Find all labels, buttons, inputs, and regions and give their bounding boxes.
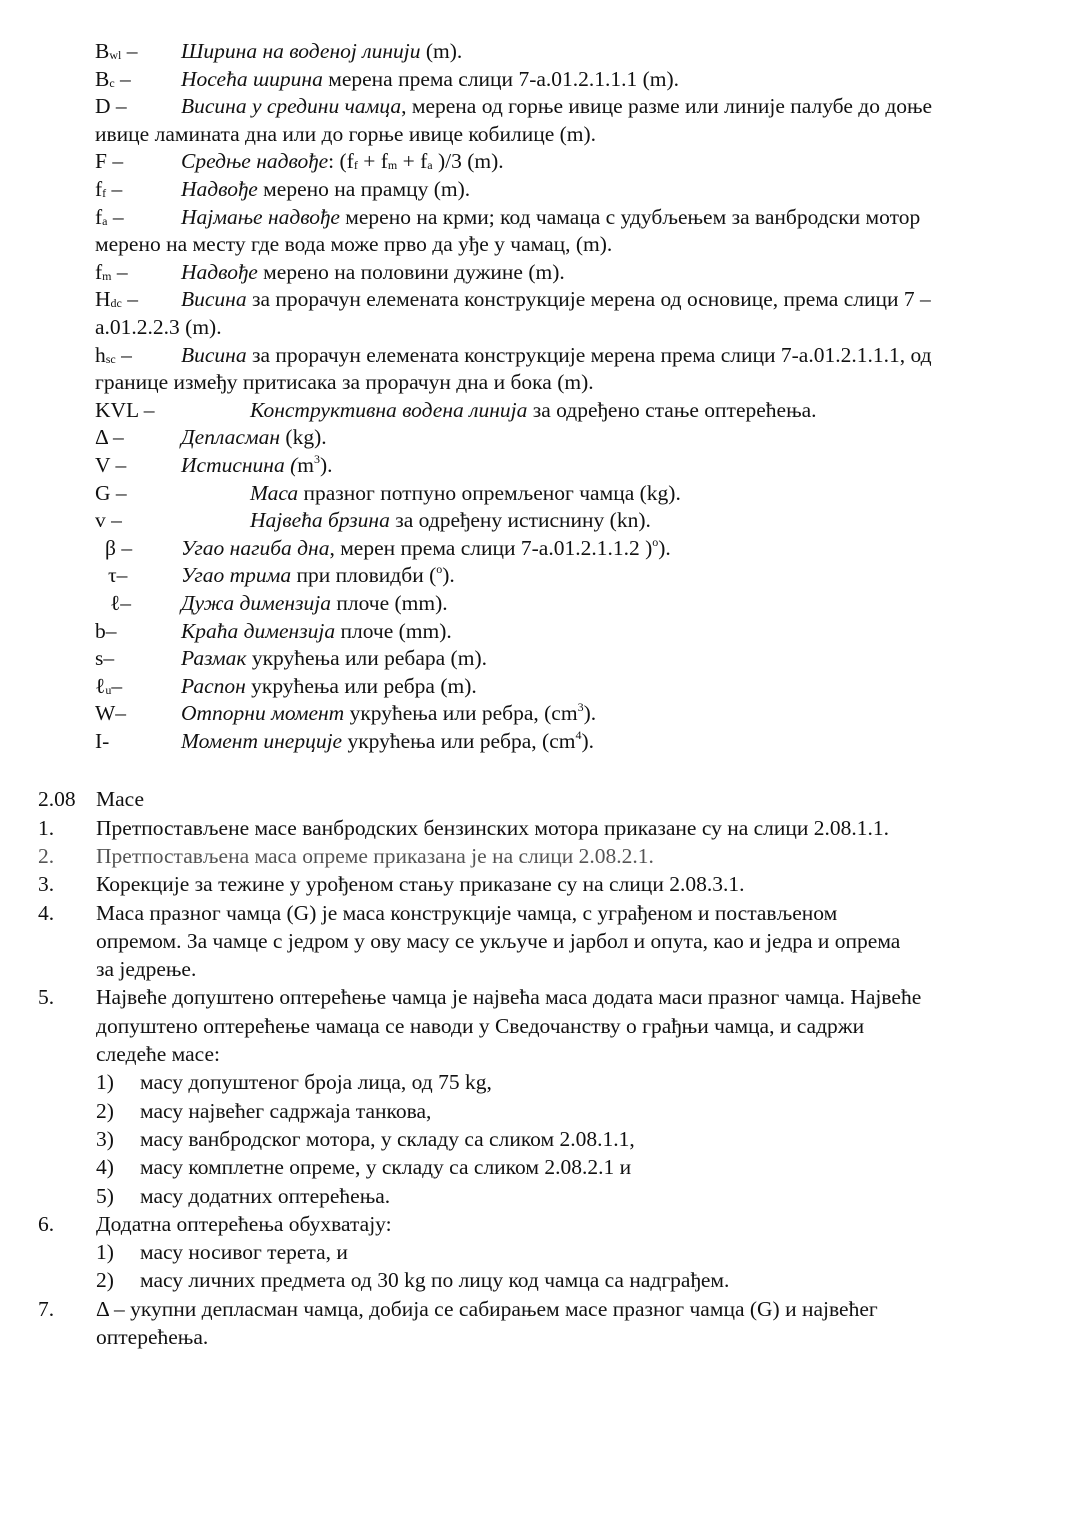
list-item-text: следеће масе:	[96, 1042, 221, 1066]
definition-rest: m	[297, 453, 314, 477]
definition-text	[181, 673, 477, 700]
definition-rest-end: ).	[658, 535, 671, 560]
definition-rest: , мерена од горње ивице разме или линије палубе до доње	[401, 94, 933, 119]
symbol-dash: –	[121, 39, 138, 63]
definition-rest-end: ).	[583, 701, 597, 726]
definition-text	[181, 259, 565, 286]
symbol-text: v –	[95, 508, 122, 533]
definition-term: Висина	[181, 342, 247, 367]
list-item-text: допуштено оптерећење чамаца се наводи у Сведочанству о грађњи чамца, и садржи	[96, 1013, 865, 1038]
definition-rest: , мерен према слици 7-а.01.2.1.1.2 )	[329, 535, 653, 560]
sublist-text: масу ванбродског мотора, у складу са сликом 2.08.1.1,	[140, 1126, 635, 1151]
list-item-text: Додатна оптерећења обухватају:	[96, 1211, 392, 1236]
symbol-dash: –	[121, 287, 138, 312]
list-number: 7.	[38, 1296, 55, 1321]
definition-symbol	[95, 700, 126, 727]
list-number: 1.	[38, 815, 55, 840]
symbol-dash: –	[106, 177, 123, 201]
definition-text	[181, 286, 931, 313]
definition-symbol	[95, 397, 155, 424]
definition-symbol	[95, 728, 109, 755]
definition-term: Средње надвође	[181, 149, 329, 174]
superscript: 4	[575, 728, 582, 742]
section-heading	[38, 786, 145, 813]
symbol-text: ℓ–	[110, 591, 132, 615]
definition-term: Најмање надвође	[181, 204, 340, 229]
symbol-subscript: c	[109, 75, 115, 90]
sublist-number: 4)	[96, 1155, 114, 1180]
sublist-text: масу комплетне опреме, у складу са сликом 2.08.2.1 и	[140, 1155, 632, 1180]
definition-continuation: границе између притисака за прорачун дна и бока (m).	[95, 370, 594, 395]
sublist-text: масу допуштеног броја лица, од 75 kg,	[140, 1070, 492, 1095]
definition-symbol	[95, 176, 122, 203]
definition-continuation: а.01.2.2.3 (m).	[95, 315, 222, 339]
definition-rest: при пловидби (	[291, 563, 437, 588]
definition-term: Висина у средини чамца	[181, 94, 402, 119]
definition-symbol	[95, 148, 123, 175]
definition-term: Краћа димензија	[181, 618, 336, 643]
definition-symbol	[95, 66, 131, 93]
symbol-text: f	[95, 204, 103, 229]
definition-text: Средње надвође: ($f_f + f_m + f_a$ )/3 (m).	[181, 149, 504, 174]
symbol-dash: –	[111, 259, 128, 284]
definition-rest: укрућења или ребра, (cm	[342, 729, 576, 753]
definition-text	[250, 397, 817, 424]
symbol-text: F –	[95, 149, 124, 174]
section-title: Масе	[96, 787, 145, 811]
definition-symbol	[95, 618, 117, 645]
definition-rest: плоче (mm).	[330, 591, 448, 615]
symbol-text: W–	[95, 701, 127, 726]
definition-term: Највећа брзина	[250, 508, 390, 533]
definition-continuation: ивице ламината дна или до горње ивице кобилице (m).	[95, 121, 597, 146]
definition-term: Угао нагиба дна	[181, 535, 330, 560]
symbol-subscript: f	[102, 186, 107, 200]
list-item-text: Маса празног чамца (G) је маса конструкције чамца, с уграђеном и постављеном	[96, 900, 838, 925]
definition-text	[181, 424, 327, 451]
definition-text	[181, 38, 462, 65]
subscript: m	[387, 158, 398, 173]
sublist-text: масу највећег садржаја танкова,	[140, 1098, 432, 1123]
definition-term: Надвође	[181, 259, 258, 284]
definition-term: Ширина на воденој линији	[181, 39, 421, 63]
symbol-subscript: wl	[109, 48, 122, 62]
definition-term: Размак	[181, 646, 247, 671]
definition-symbol	[95, 259, 128, 286]
list-item-text: Корекције за тежине у урођеном стању приказане су на слици 2.08.3.1.	[96, 872, 745, 897]
list-item-text: опремом. За чамце с једром у ову масу се укључе и јарбол и опута, као и једра и опрема	[96, 928, 901, 953]
list-item-text: за једрење.	[96, 957, 197, 982]
superscript: 3	[314, 452, 320, 466]
definition-text	[250, 507, 651, 534]
definition-text	[181, 66, 679, 93]
section-number: 2.08	[38, 787, 76, 811]
symbol-subscript: u	[105, 682, 112, 697]
list-number: 4.	[38, 900, 55, 925]
symbol-text: D –	[95, 94, 127, 119]
definition-text	[181, 562, 455, 589]
definition-rest-end: ).	[320, 453, 333, 477]
definition-text	[181, 535, 671, 562]
definition-rest: мерено на половини дужине (m).	[257, 259, 565, 284]
symbol-subscript: dc	[110, 296, 122, 311]
sublist-number: 1)	[96, 1070, 114, 1095]
subscript: a	[427, 158, 433, 173]
superscript: o	[652, 534, 659, 549]
definition-symbol	[110, 590, 131, 617]
definition-text	[181, 645, 487, 672]
symbol-text: V –	[95, 453, 127, 477]
definition-term: Висина	[181, 287, 247, 312]
definition-text	[181, 700, 596, 727]
definition-term: Дужа димензија	[181, 591, 331, 615]
definition-text	[250, 480, 681, 507]
definition-rest: празног потпуно опремљеног чамца (kg).	[298, 480, 681, 505]
list-number: 5.	[38, 985, 55, 1010]
definition-rest: за одређено стање оптерећења.	[527, 397, 817, 422]
definition-symbol	[95, 342, 132, 369]
symbol-text: B	[95, 66, 110, 91]
symbol-text: b–	[95, 618, 117, 643]
definition-rest: мерена према слици 7-а.01.2.1.1.1 (m).	[322, 66, 680, 91]
definition-term: Маса	[250, 480, 299, 505]
symbol-text: h	[95, 342, 106, 367]
sublist-text: масу носивог терета, и	[140, 1240, 348, 1265]
definition-rest: за прорачун елемената конструкције мерена према слици 7-а.01.2.1.1.1, од	[246, 342, 932, 367]
definition-text	[181, 590, 448, 617]
definition-text	[181, 618, 452, 645]
superscript: 3	[577, 700, 584, 715]
subscript: f	[353, 158, 358, 173]
list-item-text: Претпостављене масе ванбродских бензинских мотора приказане су на слици 2.08.1.1.	[96, 815, 890, 840]
definition-term: Истиснина (	[181, 453, 298, 477]
symbol-text: τ–	[108, 563, 128, 588]
symbol-text: f	[95, 259, 103, 284]
symbol-text: s–	[95, 646, 115, 671]
definition-text	[181, 93, 932, 120]
definition-term: Момент инерције	[181, 729, 343, 753]
list-item-text: Δ – укупни депласман чамца, добија се сабирањем масе празног чамца (G) и највећег	[96, 1296, 878, 1321]
sublist-text: масу додатних оптерећења.	[140, 1183, 391, 1208]
symbol-text: KVL –	[95, 397, 155, 422]
definition-rest: (kg).	[280, 425, 327, 450]
list-number: 2.	[38, 843, 55, 868]
symbol-text: f	[95, 177, 103, 201]
symbol-subscript: m	[102, 268, 112, 283]
symbol-dash: –	[114, 66, 131, 91]
definition-rest-end: ).	[442, 563, 455, 588]
definition-symbol	[95, 673, 122, 700]
symbol-dash: –	[107, 204, 124, 229]
definition-text	[181, 452, 333, 479]
definition-symbol	[105, 535, 132, 562]
sublist-number: 5)	[96, 1183, 114, 1208]
definition-term: Распон	[181, 673, 246, 698]
symbol-text: B	[95, 39, 110, 63]
list-item-text: оптерећења.	[96, 1325, 209, 1349]
sublist-number: 1)	[96, 1240, 114, 1265]
definition-text	[181, 204, 920, 231]
definition-text	[181, 728, 594, 755]
definition-rest-end: ).	[581, 729, 595, 753]
definition-symbol	[108, 562, 127, 589]
definition-term: Угао трима	[181, 563, 292, 588]
definition-symbol	[95, 452, 126, 479]
definition-term: Надвође	[181, 177, 258, 201]
definition-symbol	[95, 424, 124, 451]
definition-term: Депласман	[181, 425, 281, 450]
symbol-text: ℓ	[95, 673, 106, 698]
symbol-text: H	[95, 287, 111, 312]
definition-symbol	[95, 93, 127, 120]
definition-rest: укрућења или ребра (m).	[245, 673, 477, 698]
symbol-text: β –	[105, 535, 133, 560]
definition-symbol	[95, 507, 122, 534]
superscript: o	[436, 562, 443, 577]
definition-symbol	[95, 204, 124, 231]
symbol-text: Δ –	[95, 425, 124, 450]
sublist-number: 3)	[96, 1126, 114, 1151]
list-item-text: Претпостављена маса опреме приказана је на слици 2.08.2.1.	[96, 843, 654, 868]
symbol-text: G –	[95, 480, 127, 505]
definition-rest: мерено на прамцу (m).	[257, 177, 471, 201]
definition-rest: плоче (mm).	[335, 618, 452, 643]
definition-rest: за прорачун елемената конструкције мерена од основице, према слици 7 –	[246, 287, 931, 312]
definition-rest: за одређену истиснину (kn).	[389, 508, 651, 533]
definition-symbol	[95, 645, 114, 672]
symbol-dash: –	[111, 673, 123, 698]
definition-rest: мерено на крми; код чамаца с удубљењем за ванбродски мотор	[339, 204, 921, 229]
definition-symbol	[95, 480, 127, 507]
definition-symbol	[95, 38, 137, 65]
definition-term: Конструктивна водена линија	[250, 397, 528, 422]
sublist-number: 2)	[96, 1098, 114, 1123]
symbol-text: I-	[95, 729, 110, 753]
definition-continuation: мерено на месту где вода може прво да уђе у чамац, (m).	[95, 232, 613, 257]
symbol-subscript: a	[102, 213, 108, 228]
symbol-subscript: sc	[105, 351, 116, 366]
definition-symbol	[95, 286, 138, 313]
definition-text	[181, 176, 470, 203]
list-number: 3.	[38, 872, 55, 897]
list-number: 6.	[38, 1211, 55, 1236]
symbol-dash: –	[115, 342, 132, 367]
definition-term: Носећа ширина	[181, 66, 323, 91]
definition-term: Отпорни момент	[181, 701, 345, 726]
list-item-text: Највеће допуштено оптерећење чамца је највећа маса додата маси празног чамца. Највеће	[96, 985, 922, 1010]
definition-text	[181, 342, 932, 369]
definition-rest: (m).	[420, 39, 463, 63]
sublist-text: масу личних предмета од 30 kg по лицу код чамца са надграђем.	[140, 1268, 730, 1293]
definition-rest: укрућења или ребара (m).	[246, 646, 487, 671]
sublist-number: 2)	[96, 1268, 114, 1293]
definition-rest: укрућења или ребра, (cm	[344, 701, 578, 726]
